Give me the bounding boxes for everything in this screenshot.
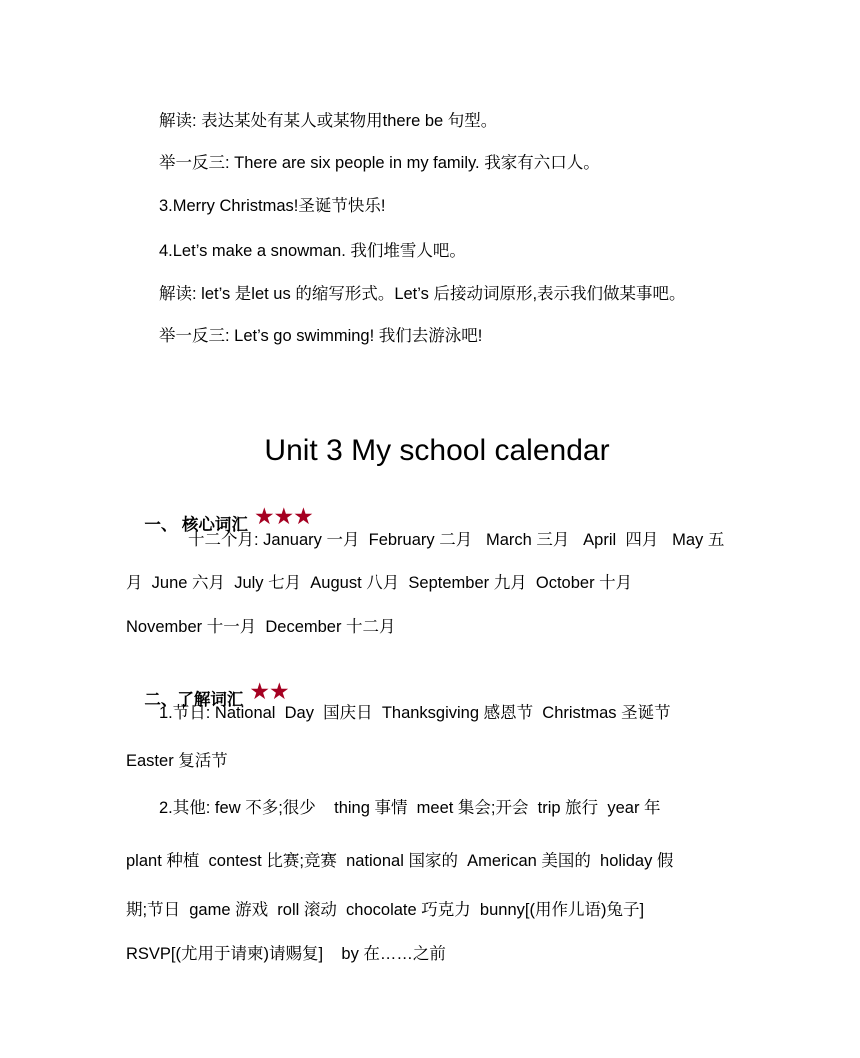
vocab-line: 期;节日 game 游戏 roll 滚动 chocolate 巧克力 bunny[(用作儿语)兔子] <box>126 901 645 919</box>
explanation-line: 解读: let’s 是let us 的缩写形式。Let’s 后接动词原形,表示我们做某事吧。 <box>159 285 686 303</box>
vocab-line: November 十一月 December 十二月 <box>126 618 396 636</box>
sentence-line: 4.Let’s make a snowman. 我们堆雪人吧。 <box>159 242 466 260</box>
explanation-line: 解读: 表达某处有某人或某物用there be 句型。 <box>159 112 498 130</box>
vocab-line: 2.其他: few 不多;很少 thing 事情 meet 集会;开会 trip 旅行 year 年 <box>159 799 661 817</box>
vocab-line: plant 种植 contest 比赛;竞赛 national 国家的 American 美国的 holiday 假 <box>126 852 674 870</box>
vocab-line: 1.节日: National Day 国庆日 Thanksgiving 感恩节 Christmas 圣诞节 <box>159 704 671 722</box>
section-heading-text: 二、了解词汇 <box>144 691 244 709</box>
example-line: 举一反三: There are six people in my family. 我家有六口人。 <box>159 154 600 172</box>
star-rating-icon: ★★ <box>249 678 289 704</box>
example-line: 举一反三: Let’s go swimming! 我们去游泳吧! <box>159 327 483 345</box>
vocab-line: 十二个月: January 一月 February 二月 March 三月 April 四月 May 五 <box>188 531 725 549</box>
vocab-line: 月 June 六月 July 七月 August 八月 September 九月 October 十月 <box>126 574 633 592</box>
sentence-line: 3.Merry Christmas!圣诞节快乐! <box>159 197 386 215</box>
section-heading-text: 一、 核心词汇 <box>144 516 248 534</box>
vocab-line: Easter 复活节 <box>126 752 228 770</box>
star-rating-icon: ★★★ <box>253 503 313 529</box>
vocab-line: RSVP[(尤用于请柬)请赐复] by 在……之前 <box>126 945 446 963</box>
unit-title: Unit 3 My school calendar <box>264 434 610 467</box>
